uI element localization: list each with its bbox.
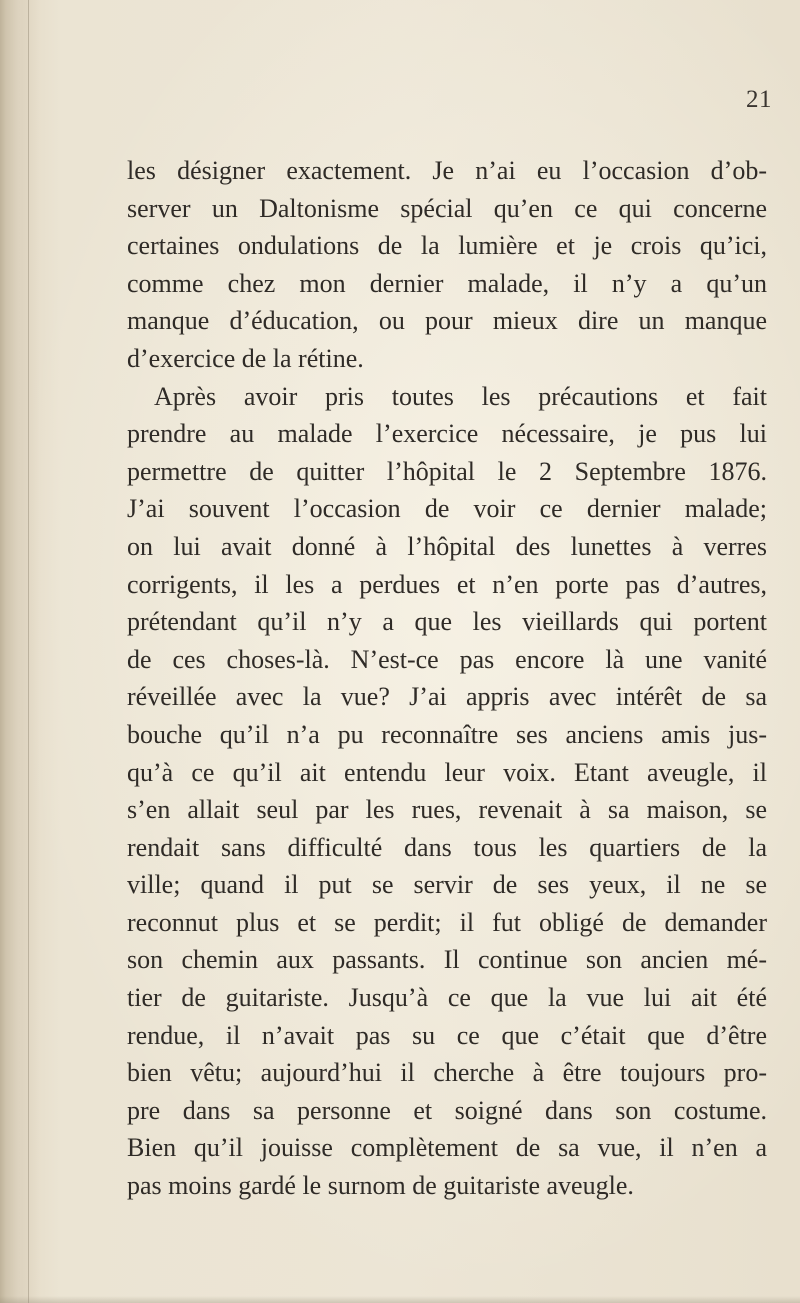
text-line: on lui avait donné à l’hôpital des lunettes à verres	[127, 531, 767, 561]
text-line: bouche qu’il n’a pu reconnaître ses anciens amis jus-	[127, 719, 767, 749]
body-text	[127, 152, 767, 1205]
text-line: d’exercice de la rétine.	[127, 343, 364, 373]
text-line: reconnut plus et se perdit; il fut obligé de demander	[127, 907, 767, 937]
binding-edge	[0, 0, 40, 1303]
text-line: rendue, il n’avait pas su ce que c’était que d’être	[127, 1020, 767, 1050]
text-line: comme chez mon dernier malade, il n’y a qu’un	[127, 268, 767, 298]
text-line: server un Daltonisme spécial qu’en ce qui concerne	[127, 193, 767, 223]
text-line: de ces choses-là. N’est-ce pas encore là une vanité	[127, 644, 767, 674]
text-line: réveillée avec la vue? J’ai appris avec intérêt de sa	[127, 682, 767, 712]
text-line: ville; quand il put se servir de ses yeux, il ne se	[127, 870, 767, 900]
text-line: les désigner exactement. Je n’ai eu l’occasion d’ob-	[127, 156, 767, 185]
text-line: Après avoir pris toutes les précautions et fait	[154, 381, 767, 411]
text-line: pas moins gardé le surnom de guitariste aveugle.	[127, 1171, 634, 1201]
text-line: Bien qu’il jouisse complètement de sa vue, il n’en a	[127, 1133, 767, 1163]
text-line: son chemin aux passants. Il continue son ancien mé-	[127, 945, 767, 975]
text-line: prétendant qu’il n’y a que les vieillards qui portent	[127, 607, 767, 637]
binding-line	[28, 0, 29, 1303]
page-number: 21	[746, 86, 772, 113]
text-line: manque d’éducation, ou pour mieux dire un manque	[127, 306, 767, 336]
text-line: tier de guitariste. Jusqu’à ce que la vue lui ait été	[127, 983, 767, 1013]
text-line: certaines ondulations de la lumière et je crois qu’ici,	[127, 231, 767, 261]
text-line: bien vêtu; aujourd’hui il cherche à être toujours pro-	[127, 1058, 767, 1088]
text-line: s’en allait seul par les rues, revenait à sa maison, se	[127, 795, 767, 825]
text-line: J’ai souvent l’occasion de voir ce dernier malade;	[127, 494, 767, 524]
text-line: corrigents, il les a perdues et n’en porte pas d’autres,	[127, 569, 767, 599]
text-line: rendait sans difficulté dans tous les quartiers de la	[127, 832, 767, 862]
text-line: prendre au malade l’exercice nécessaire, je pus lui	[127, 419, 767, 449]
text-line: qu’à ce qu’il ait entendu leur voix. Etant aveugle, il	[127, 757, 767, 787]
text-line: permettre de quitter l’hôpital le 2 Septembre 1876.	[127, 456, 767, 486]
page-bottom-edge	[0, 1296, 800, 1303]
text-line: pre dans sa personne et soigné dans son costume.	[127, 1095, 767, 1125]
